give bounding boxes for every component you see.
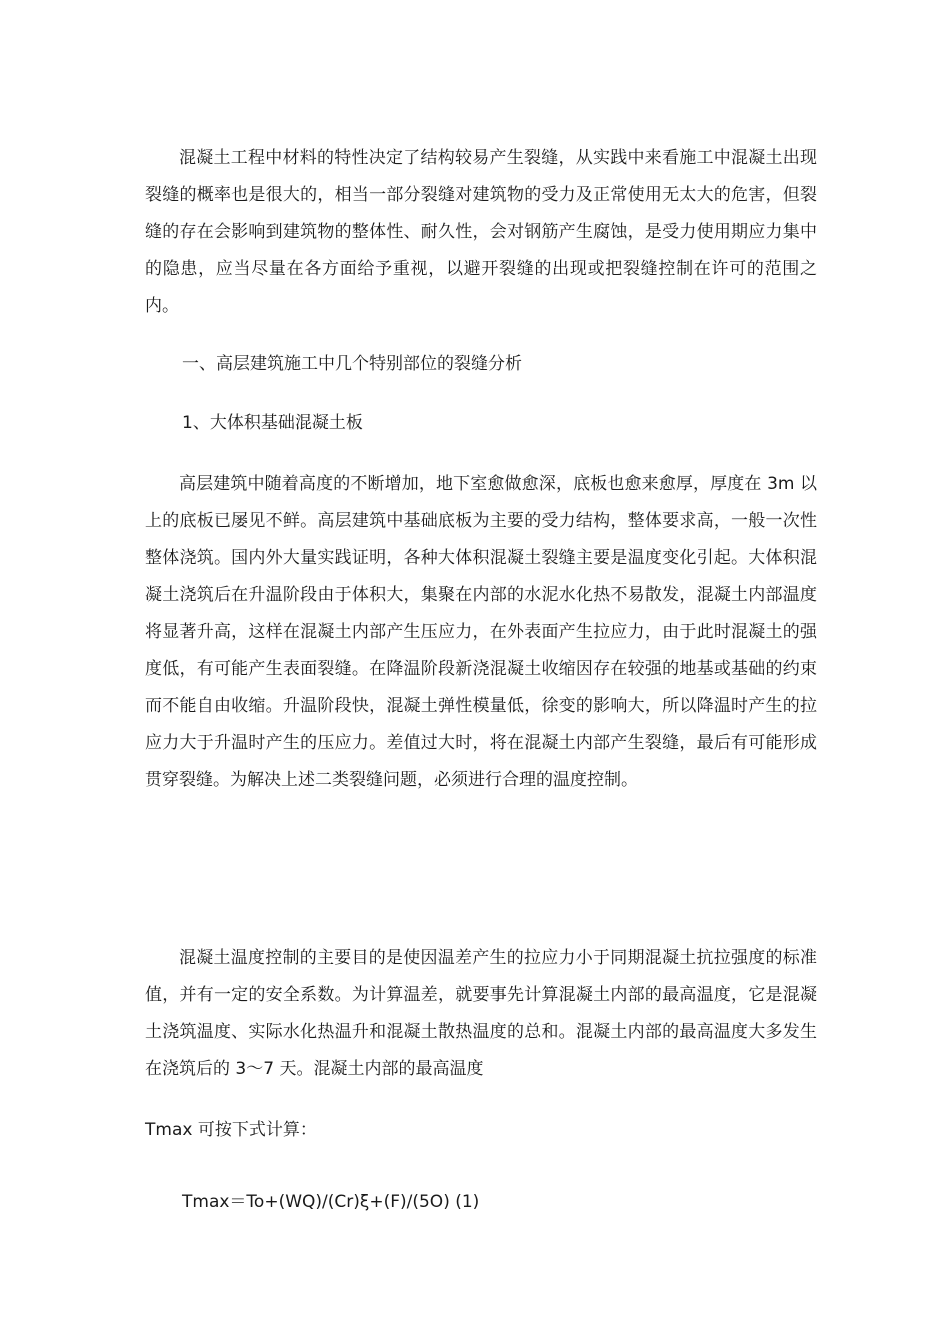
subsection-heading: 1、大体积基础混凝土板 — [182, 413, 363, 433]
tmax-intro-line: Tmax 可按下式计算： — [145, 1120, 317, 1140]
section-heading: 一、高层建筑施工中几个特别部位的裂缝分析 — [182, 354, 522, 374]
intro-paragraph: 混凝土工程中材料的特性决定了结构较易产生裂缝，从实践中来看施工中混凝土出现裂缝的概率也是很大的，相当一部分裂缝对建筑物的受力及正常使用无太大的危害，但裂缝的存在会影响到建筑物的整体性、耐久性，会对钢筋产生腐蚀，是受力使用期应力集中的隐患，应当尽量在各方面给予重视，以避开裂缝的出现或把裂缝控制在许可的范围之内。 — [145, 148, 817, 316]
body-paragraph-temperature-control: 混凝土温度控制的主要目的是使因温差产生的拉应力小于同期混凝土抗拉强度的标准值，并有一定的安全系数。为计算温差，就要事先计算混凝土内部的最高温度，它是混凝土浇筑温度、实际水化热温升和混凝土散热温度的总和。混凝土内部的最高温度大多发生在浇筑后的 3～7 天。混凝土内部的最高温度 — [145, 948, 817, 1079]
body-paragraph-temperature-cracks: 高层建筑中随着高度的不断增加，地下室愈做愈深，底板也愈来愈厚，厚度在 3m 以上的底板已屡见不鲜。高层建筑中基础底板为主要的受力结构，整体要求高，一般一次性整体浇筑。国内外大量实践证明，各种大体积混凝土裂缝主要是温度变化引起。大体积混凝土浇筑后在升温阶段由于体积大，集聚在内部的水泥水化热不易散发，混凝土内部温度将显著升高，这样在混凝土内部产生压应力，在外表面产生拉应力，由于此时混凝土的强度低，有可能产生表面裂缝。在降温阶段新浇混凝土收缩因存在较强的地基或基础的约束而不能自由收缩。升温阶段快，混凝土弹性模量低，徐变的影响大，所以降温时产生的拉应力大于升温时产生的压应力。差值过大时，将在混凝土内部产生裂缝，最后有可能形成贯穿裂缝。为解决上述二类裂缝问题，必须进行合理的温度控制。 — [145, 474, 817, 790]
tmax-formula: Tmax＝To+(WQ)/(Cr)ξ+(F)/(5O) (1) — [182, 1192, 480, 1212]
